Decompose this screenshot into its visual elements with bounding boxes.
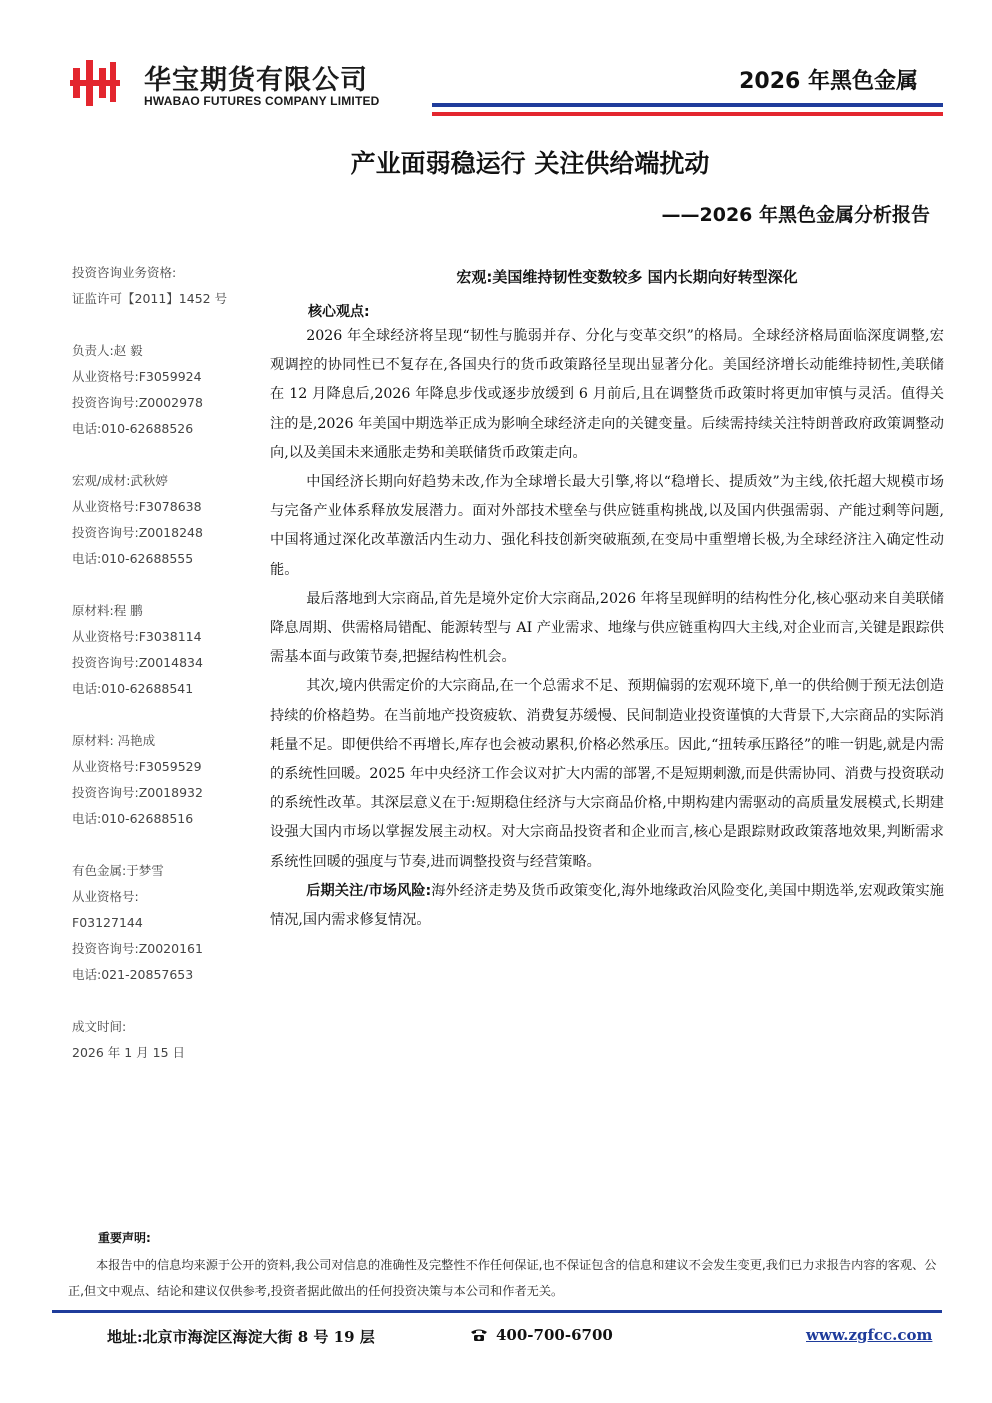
risk-label: 后期关注/市场风险: [306, 882, 432, 899]
telephone-icon [470, 1328, 488, 1342]
analyst-sidebar [72, 260, 272, 1066]
analyst-consult-number: 投资咨询号:Z0018248 [72, 525, 203, 540]
analyst-name: 原材料:程 鹏 [72, 603, 143, 618]
company-name-cn: 华宝期货有限公司 [144, 65, 368, 96]
footer-phone-number: 400-700-6700 [496, 1326, 613, 1344]
analyst-phone: 电话:010-62688526 [72, 421, 194, 436]
date-value: 2026 年 1 月 15 日 [72, 1045, 186, 1060]
analyst-consult-number: 投资咨询号:Z0014834 [72, 655, 203, 670]
report-category-label: 2026 年黑色金属 [739, 69, 918, 94]
section-title: 宏观:美国维持韧性变数较多 国内长期向好转型深化 [456, 268, 798, 286]
analyst-license-number: F03127144 [72, 915, 143, 930]
header-rule-blue [432, 103, 943, 107]
analyst-consult-number: 投资咨询号:Z0002978 [72, 395, 203, 410]
paragraph: 最后落地到大宗商品,首先是境外定价大宗商品,2026 年将呈现鲜明的结构性分化,核心驱动来自美联储降息周期、供需格局错配、能源转型与 AI 产业需求、地缘与供应链重构四大主线,对企业而言,关键是跟踪供需基本面与政策节奏,把握结构性机会。 [270, 590, 944, 666]
analyst-phone: 电话:021-20857653 [72, 967, 194, 982]
analyst-license: 从业资格号:F3078638 [72, 499, 202, 514]
analyst-name: 负责人:赵 毅 [72, 343, 143, 358]
analyst-phone: 电话:010-62688555 [72, 551, 194, 566]
footer-phone [470, 1326, 613, 1344]
core-viewpoint-label: 核心观点: [308, 304, 370, 320]
report-subtitle: ——2026 年黑色金属分析报告 [661, 204, 930, 226]
paragraph: 中国经济长期向好趋势未改,作为全球增长最大引擎,将以“稳增长、提质效”为主线,依托超大规模市场与完备产业体系释放发展潜力。面对外部技术壁垒与供应链重构挑战,以及国内供强需弱、产能过剩等问题,中国将通过深化改革激活内生动力、强化科技创新突破瓶颈,在变局中重塑增长极,为全球经济注入确定性动能。 [270, 474, 944, 578]
paragraph: 2026 年全球经济将呈现“韧性与脆弱并存、分化与变革交织”的格局。全球经济格局面临深度调整,宏观调控的协同性已不复存在,各国央行的货币政策路径呈现出显著分化。美国经济增长动能维持韧性,美联储在 12 月降息后,2026 年降息步伐或逐步放缓到 6 月前后,且在调整货币政策时将更加审慎与灵活。值得关注的是,2026 年美国中期选举正成为影响全球经济走向的关键变量。后续需持续关注特朗普政府政策调整动向,以及美国未来通胀走势和美联储货币政策走向。 [270, 328, 944, 461]
analyst-consult-number: 投资咨询号:Z0020161 [72, 941, 203, 956]
qualification-license: 证监许可【2011】1452 号 [72, 291, 228, 306]
report-body [270, 262, 944, 935]
analyst-license: 从业资格号:F3059924 [72, 369, 202, 384]
analyst-license: 从业资格号:F3059529 [72, 759, 202, 774]
date-label: 成文时间: [72, 1019, 127, 1034]
report-main-title: 产业面弱稳运行 关注供给端扰动 [350, 149, 710, 178]
analyst-name: 原材料: 冯艳成 [72, 733, 156, 748]
paragraph: 其次,境内供需定价的大宗商品,在一个总需求不足、预期偏弱的宏观环境下,单一的供给侧于预无法创造持续的价格趋势。在当前地产投资疲软、消费复苏缓慢、民间制造业投资谨慎的大背景下,大宗商品的实际消耗量不足。即便供给不再增长,库存也会被动累积,价格必然承压。因此,“扭转承压路径”的唯一钥匙,就是内需的系统性回暖。2025 年中央经济工作会议对扩大内需的部署,不是短期刺激,而是供需协同、消费与投资联动的系统性改革。其深层意义在于:短期稳住经济与大宗商品价格,中期构建内需驱动的高质量发展模式,长期建设强大国内市场以掌握发展主动权。对大宗商品投资者和企业而言,核心是跟踪财政政策落地效果,判断需求系统性回暖的强度与节奏,进而调整投资与经营策略。 [270, 678, 944, 870]
risk-paragraph [270, 877, 944, 935]
footer-website-link[interactable]: www.zgfcc.com [806, 1326, 933, 1344]
company-name-en: HWABAO FUTURES COMPANY LIMITED [144, 94, 380, 108]
analyst-consult-number: 投资咨询号:Z0018932 [72, 785, 203, 800]
disclaimer-title: 重要声明: [98, 1231, 151, 1245]
footer-address: 地址:北京市海淀区海淀大街 8 号 19 层 [107, 1328, 375, 1346]
analyst-phone: 电话:010-62688516 [72, 811, 194, 826]
analyst-phone: 电话:010-62688541 [72, 681, 194, 696]
page-footer [0, 1326, 992, 1350]
analyst-name: 有色金属:于梦雪 [72, 863, 164, 878]
qualification-label: 投资咨询业务资格: [72, 265, 177, 280]
analyst-name: 宏观/成材:武秋婷 [72, 473, 168, 488]
footer-rule [52, 1310, 942, 1313]
analyst-license: 从业资格号:F3038114 [72, 629, 202, 644]
disclaimer-body: 本报告中的信息均来源于公开的资料,我公司对信息的准确性及完整性不作任何保证,也不保证包含的信息和建议不会发生变更,我们已力求报告内容的客观、公正,但文中观点、结论和建议仅供参考,投资者据此做出的任何投资决策与本公司和作者无关。 [68, 1258, 937, 1298]
risk-text: 海外经济走势及货币政策变化,海外地缘政治风险变化,美国中期选举,宏观政策实施情况,国内需求修复情况。 [270, 882, 944, 929]
company-logo-icon [70, 58, 120, 108]
analyst-license: 从业资格号: [72, 889, 139, 904]
header-rule-red [432, 112, 943, 116]
